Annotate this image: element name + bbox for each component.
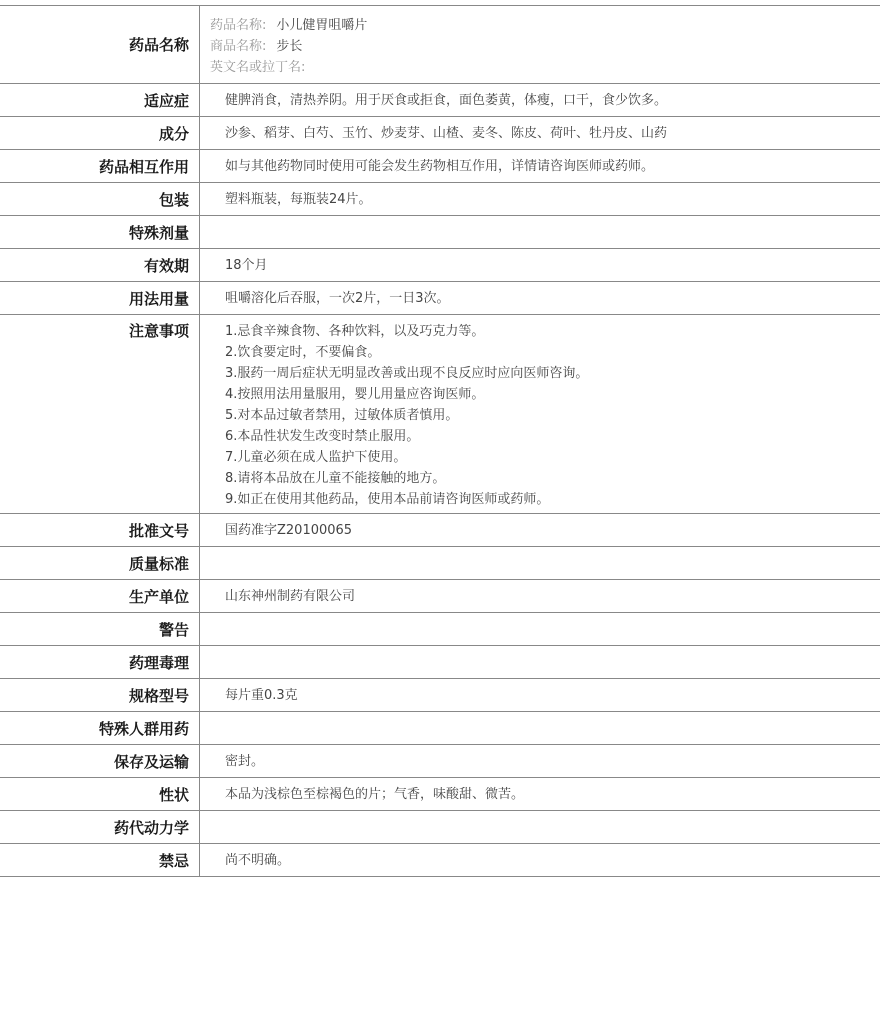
quality-standard-value <box>200 547 880 579</box>
english-name-line <box>210 57 880 78</box>
precaution-item: 7.儿童必须在成人监护下使用。 <box>225 450 407 465</box>
ingredients-value: 沙参、稻芽、白芍、玉竹、炒麦芽、山楂、麦冬、陈皮、荷叶、牡丹皮、山药 <box>225 126 668 141</box>
approval-row <box>0 514 880 547</box>
validity-row <box>0 249 880 282</box>
contraindications-label: 禁忌 <box>0 844 200 876</box>
warning-label: 警告 <box>0 613 200 645</box>
generic-name-value: 小儿健胃咀嚼片 <box>276 18 368 33</box>
quality-standard-row <box>0 547 880 580</box>
packaging-row <box>0 183 880 216</box>
indication-value: 健脾消食，清热养阴。用于厌食或拒食，面色萎黄，体瘦，口干，食少饮多。 <box>225 93 668 108</box>
indication-row <box>0 84 880 117</box>
specification-row <box>0 679 880 712</box>
trade-name-key: 商品名称: <box>210 39 267 54</box>
pharmacokinetics-row <box>0 811 880 844</box>
precautions-row <box>0 315 880 514</box>
validity-label: 有效期 <box>0 249 200 281</box>
precaution-item: 2.饮食要定时，不要偏食。 <box>225 345 381 360</box>
precaution-item: 1.忌食辛辣食物、各种饮料，以及巧克力等。 <box>225 324 485 339</box>
drug-name-values <box>200 6 880 83</box>
precautions-label: 注意事项 <box>0 315 200 513</box>
precautions-list <box>200 315 880 513</box>
contraindications-value: 尚不明确。 <box>225 853 291 868</box>
manufacturer-label: 生产单位 <box>0 580 200 612</box>
usage-value: 咀嚼溶化后吞服，一次2片，一日3次。 <box>225 291 450 306</box>
storage-value: 密封。 <box>225 754 265 769</box>
english-name-key: 英文名或拉丁名: <box>210 60 306 75</box>
precaution-item: 5.对本品过敏者禁用，过敏体质者慎用。 <box>225 408 459 423</box>
generic-name-line <box>210 15 880 36</box>
special-dosage-label: 特殊剂量 <box>0 216 200 248</box>
interactions-row <box>0 150 880 183</box>
packaging-value: 塑料瓶装，每瓶装24片。 <box>225 192 372 207</box>
interactions-value: 如与其他药物同时使用可能会发生药物相互作用，详情请咨询医师或药师。 <box>225 159 655 174</box>
special-dosage-value <box>200 216 880 248</box>
precaution-item: 4.按照用法用量服用，婴儿用量应咨询医师。 <box>225 387 485 402</box>
approval-value: 国药准字Z20100065 <box>225 523 353 538</box>
manufacturer-row <box>0 580 880 613</box>
special-population-value <box>200 712 880 744</box>
interactions-label: 药品相互作用 <box>0 150 200 182</box>
precaution-item: 3.服药一周后症状无明显改善或出现不良反应时应向医师咨询。 <box>225 366 589 381</box>
pharmacology-row <box>0 646 880 679</box>
generic-name-key: 药品名称: <box>210 18 267 33</box>
specification-value: 每片重0.3克 <box>225 688 298 703</box>
drug-info-table <box>0 5 880 877</box>
warning-value <box>200 613 880 645</box>
storage-label: 保存及运输 <box>0 745 200 777</box>
packaging-label: 包装 <box>0 183 200 215</box>
appearance-label: 性状 <box>0 778 200 810</box>
contraindications-row <box>0 844 880 877</box>
warning-row <box>0 613 880 646</box>
approval-label: 批准文号 <box>0 514 200 546</box>
trade-name-value: 步长 <box>276 39 303 54</box>
pharmacology-label: 药理毒理 <box>0 646 200 678</box>
pharmacokinetics-label: 药代动力学 <box>0 811 200 843</box>
special-dosage-row <box>0 216 880 249</box>
precaution-item: 8.请将本品放在儿童不能接触的地方。 <box>225 471 446 486</box>
pharmacokinetics-value <box>200 811 880 843</box>
validity-value: 18个月 <box>225 258 268 273</box>
usage-label: 用法用量 <box>0 282 200 314</box>
special-population-row <box>0 712 880 745</box>
ingredients-label: 成分 <box>0 117 200 149</box>
drug-name-label: 药品名称 <box>0 6 200 83</box>
ingredients-row <box>0 117 880 150</box>
precaution-item: 9.如正在使用其他药品，使用本品前请咨询医师或药师。 <box>225 492 550 507</box>
drug-name-row <box>0 6 880 84</box>
pharmacology-value <box>200 646 880 678</box>
precaution-item: 6.本品性状发生改变时禁止服用。 <box>225 429 420 444</box>
appearance-value: 本品为浅棕色至棕褐色的片；气香，味酸甜、微苦。 <box>225 787 525 802</box>
storage-row <box>0 745 880 778</box>
special-population-label: 特殊人群用药 <box>0 712 200 744</box>
appearance-row <box>0 778 880 811</box>
trade-name-line <box>210 36 880 57</box>
quality-standard-label: 质量标准 <box>0 547 200 579</box>
usage-row <box>0 282 880 315</box>
indication-label: 适应症 <box>0 84 200 116</box>
manufacturer-value: 山东神州制药有限公司 <box>225 589 356 604</box>
specification-label: 规格型号 <box>0 679 200 711</box>
